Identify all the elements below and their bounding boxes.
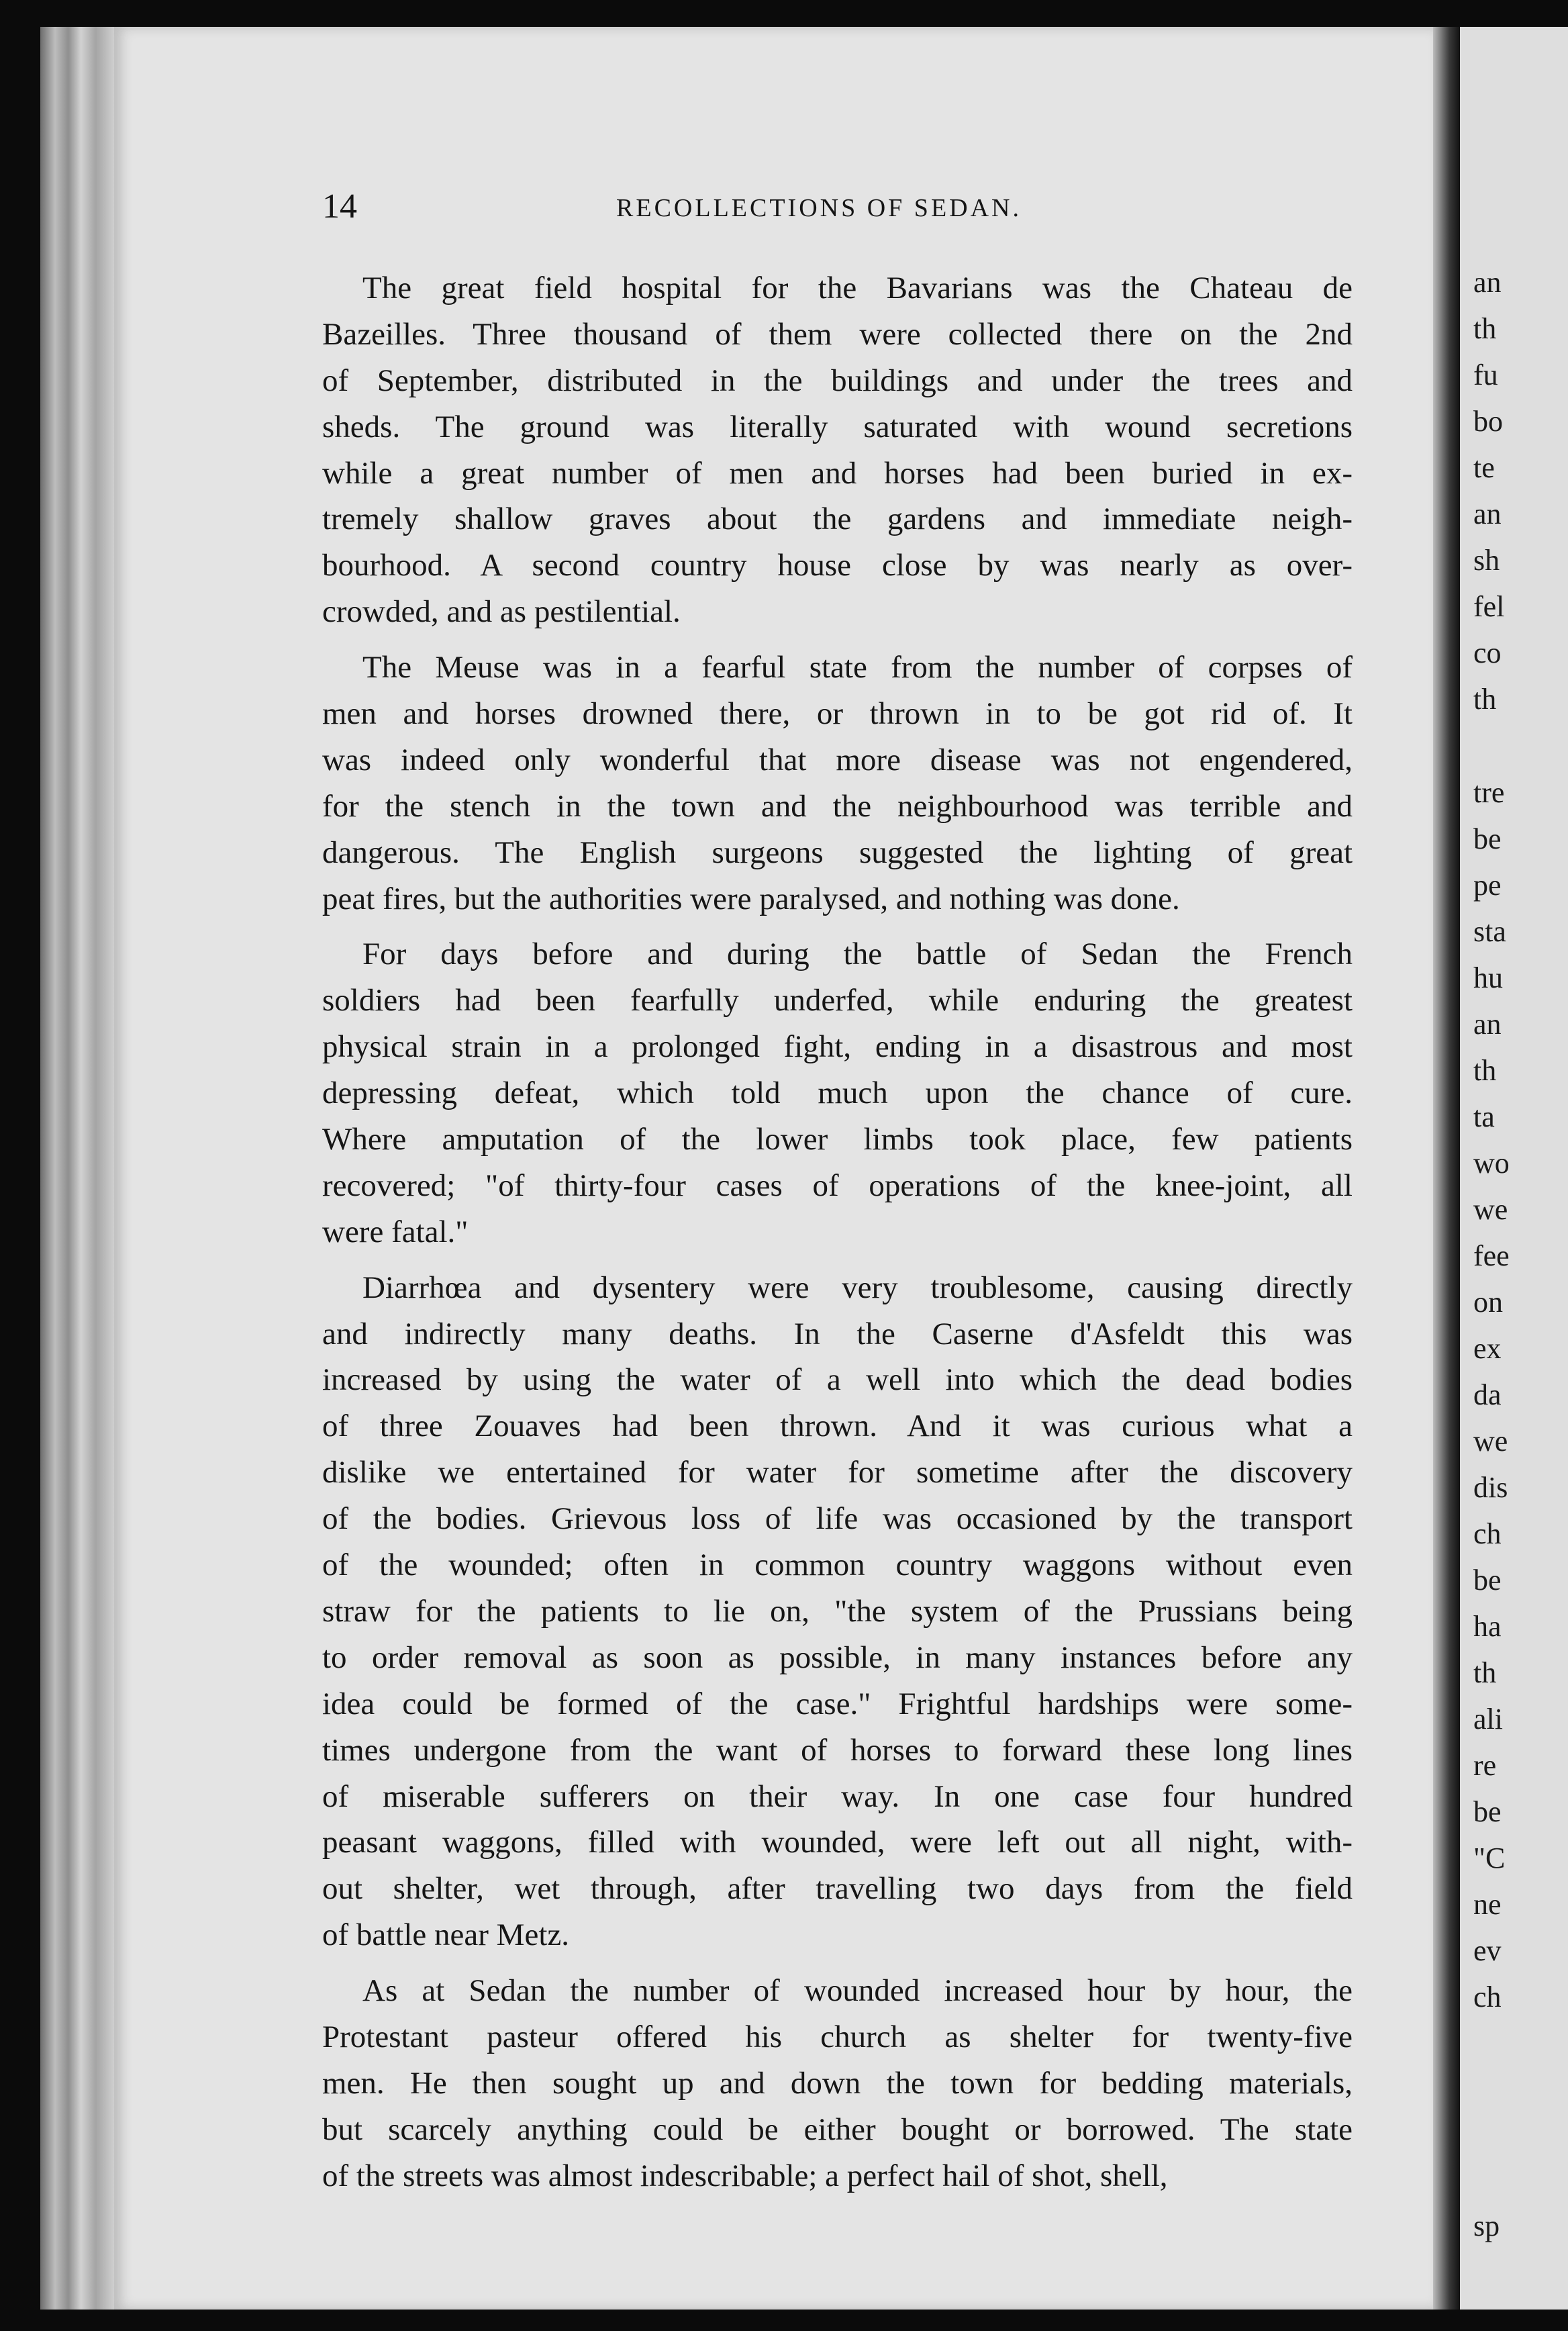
text-line: but scarcely anything could be either bought or borrowed. The state bbox=[322, 2111, 1353, 2147]
next-page-fragment: da bbox=[1473, 1378, 1502, 1411]
text-line: straw for the patients to lie on, "the system of the Prussians being bbox=[322, 1593, 1353, 1629]
next-page-fragment: hu bbox=[1473, 961, 1503, 994]
text-line: men and horses drowned there, or thrown in to be got rid of. It bbox=[322, 696, 1353, 732]
paragraph bbox=[322, 1968, 1353, 2199]
next-page-fragment: fee bbox=[1473, 1239, 1510, 1272]
text-line: For days before and during the battle of Sedan the French bbox=[362, 937, 1353, 972]
page-number: 14 bbox=[322, 187, 357, 226]
next-page-fragment: th bbox=[1473, 683, 1497, 716]
text-line: soldiers had been fearfully underfed, while enduring the greatest bbox=[322, 983, 1353, 1018]
next-page-fragment: ch bbox=[1473, 1981, 1502, 2013]
text-line: depressing defeat, which told much upon the chance of cure. bbox=[322, 1076, 1353, 1111]
paragraph bbox=[322, 1265, 1353, 1958]
text-line: dangerous. The English surgeons suggested the lighting of great bbox=[322, 835, 1353, 870]
text-line: were fatal." bbox=[322, 1214, 469, 1249]
next-page-fragment: co bbox=[1473, 636, 1502, 669]
text-line: out shelter, wet through, after travelling two days from the field bbox=[322, 1871, 1353, 1907]
page-header bbox=[208, 187, 1349, 227]
text-line: As at Sedan the number of wounded increased hour by hour, the bbox=[362, 1973, 1353, 2009]
text-line: bourhood. A second country house close by was nearly as over- bbox=[322, 548, 1353, 583]
next-page-fragment: ta bbox=[1473, 1100, 1495, 1133]
next-page-fragment: th bbox=[1473, 1054, 1497, 1087]
text-line: while a great number of men and horses had been buried in ex- bbox=[322, 455, 1353, 491]
next-page-fragment: ev bbox=[1473, 1934, 1502, 1967]
text-line: Protestant pasteur offered his church as shelter for twenty-five bbox=[322, 2019, 1353, 2054]
text-line: crowded, and as pestilential. bbox=[322, 594, 681, 630]
next-page-fragment: an bbox=[1473, 266, 1502, 299]
next-page-fragment: te bbox=[1473, 451, 1495, 484]
text-line: increased by using the water of a well into which the dead bodies bbox=[322, 1362, 1353, 1398]
text-line: peat fires, but the authorities were paralysed, and nothing was done. bbox=[322, 881, 1180, 916]
text-line: and indirectly many deaths. In the Caserne d'Asfeldt this was bbox=[322, 1316, 1353, 1351]
text-line: recovered; "of thirty-four cases of operations of the knee-joint, all bbox=[322, 1168, 1353, 1203]
next-page-fragment: th bbox=[1473, 1656, 1497, 1689]
page-gutter bbox=[1433, 27, 1460, 2310]
text-line: times undergone from the want of horses to forward these long lines bbox=[322, 1732, 1353, 1768]
adjacent-page-edge bbox=[1460, 27, 1568, 2310]
next-page-fragment: wo bbox=[1473, 1147, 1510, 1180]
text-line: sheds. The ground was literally saturated with wound secretions bbox=[322, 409, 1353, 444]
next-page-fragment: be bbox=[1473, 822, 1502, 855]
next-page-fragment: be bbox=[1473, 1564, 1502, 1597]
text-line: of miserable sufferers on their way. In one case four hundred bbox=[322, 1778, 1353, 1814]
next-page-fragment: pe bbox=[1473, 869, 1502, 902]
next-page-fragment: th bbox=[1473, 312, 1497, 345]
text-line: peasant waggons, filled with wounded, were left out all night, with- bbox=[322, 1825, 1353, 1860]
next-page-fragment: we bbox=[1473, 1193, 1508, 1226]
text-line: of the streets was almost indescribable; a perfect hail of shot, shell, bbox=[322, 2158, 1168, 2193]
next-page-fragment: sh bbox=[1473, 544, 1500, 577]
text-line: men. He then sought up and down the town for bedding materials, bbox=[322, 2065, 1353, 2101]
text-line: was indeed only wonderful that more disease was not engendered, bbox=[322, 742, 1353, 777]
next-page-fragment: ha bbox=[1473, 1610, 1502, 1643]
text-line: idea could be formed of the case." Frightful hardships were some- bbox=[322, 1686, 1353, 1721]
text-line: Bazeilles. Three thousand of them were collected there on the 2nd bbox=[322, 316, 1353, 352]
text-line: of battle near Metz. bbox=[322, 1917, 569, 1953]
text-line: Where amputation of the lower limbs took place, few patients bbox=[322, 1122, 1353, 1157]
next-page-fragment: fu bbox=[1473, 359, 1498, 391]
next-page-fragment: ex bbox=[1473, 1332, 1502, 1365]
next-page-fragment: bo bbox=[1473, 405, 1503, 438]
next-page-fragment: sp bbox=[1473, 2209, 1500, 2242]
next-page-fragment: dis bbox=[1473, 1471, 1508, 1504]
next-page-fragment: an bbox=[1473, 1008, 1502, 1041]
next-page-fragment: on bbox=[1473, 1286, 1503, 1319]
next-page-fragment: ch bbox=[1473, 1517, 1502, 1550]
text-line: The Meuse was in a fearful state from the number of corpses of bbox=[362, 650, 1353, 685]
text-line: The great field hospital for the Bavarians was the Chateau de bbox=[362, 271, 1353, 305]
next-page-fragment: we bbox=[1473, 1425, 1508, 1458]
next-page-fragment: be bbox=[1473, 1795, 1502, 1828]
paragraph bbox=[322, 645, 1353, 922]
text-line: tremely shallow graves about the gardens and immediate neigh- bbox=[322, 502, 1353, 537]
next-page-fragment: ne bbox=[1473, 1888, 1502, 1921]
next-page-fragment: tre bbox=[1473, 776, 1505, 809]
next-page-fragment: an bbox=[1473, 497, 1502, 530]
text-line: of three Zouaves had been thrown. And it was curious what a bbox=[322, 1409, 1353, 1444]
text-line: Diarrhœa and dysentery were very troublesome, causing directly bbox=[362, 1270, 1353, 1305]
binding-edge bbox=[40, 27, 114, 2310]
next-page-fragment: fel bbox=[1473, 590, 1505, 623]
text-line: physical strain in a prolonged fight, ending in a disastrous and most bbox=[322, 1029, 1353, 1065]
running-title: RECOLLECTIONS OF SEDAN. bbox=[616, 194, 1022, 222]
text-line: dislike we entertained for water for sometime after the discovery bbox=[322, 1455, 1353, 1490]
next-page-fragment: re bbox=[1473, 1749, 1497, 1782]
text-line: of the wounded; often in common country waggons without even bbox=[322, 1548, 1353, 1583]
body-text bbox=[322, 265, 1353, 2199]
next-page-fragment: sta bbox=[1473, 915, 1506, 948]
text-line: of September, distributed in the buildings and under the trees and bbox=[322, 363, 1353, 398]
next-page-fragment: "C bbox=[1473, 1842, 1506, 1874]
text-line: of the bodies. Grievous loss of life was occasioned by the transport bbox=[322, 1501, 1353, 1537]
paragraph bbox=[322, 931, 1353, 1255]
text-line: to order removal as soon as possible, in many instances before any bbox=[322, 1639, 1353, 1675]
next-page-fragment: ali bbox=[1473, 1703, 1503, 1735]
paragraph bbox=[322, 265, 1353, 635]
text-line: for the stench in the town and the neighbourhood was terrible and bbox=[322, 788, 1353, 824]
